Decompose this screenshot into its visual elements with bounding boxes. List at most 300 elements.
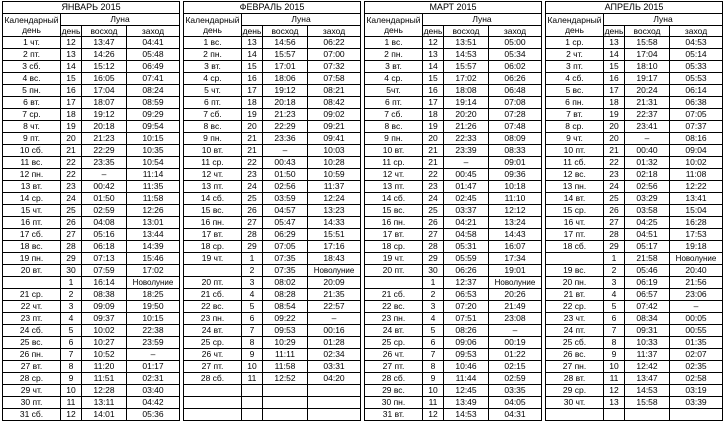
moon-age-cell: 11 [423,397,444,409]
moonrise-cell: 07:42 [625,301,670,313]
moonrise-cell: 07:13 [82,253,127,265]
moonset-cell: 19:50 [127,301,180,313]
moonrise-cell: 22:29 [82,145,127,157]
moonrise-cell: 06:26 [444,265,489,277]
table-row [184,85,361,97]
moonrise-cell: 12:37 [444,277,489,289]
moonrise-cell: 21:26 [444,121,489,133]
moonrise-cell: 11:11 [263,349,308,361]
table-row [3,181,180,193]
moonrise-cell: 05:16 [82,229,127,241]
table-row [3,109,180,121]
moonset-cell: – [489,325,542,337]
table-row [546,217,723,229]
table-row [546,169,723,181]
moon-age-cell: 21 [423,157,444,169]
moon-age-cell: 22 [61,157,82,169]
table-row [365,253,542,265]
date-cell: 5 пн. [3,85,61,97]
moon-age-cell: 12 [423,409,444,421]
moon-age-cell: 20 [242,121,263,133]
date-cell: 27 пт. [365,361,423,373]
moonrise-header: восход [625,25,670,37]
moonrise-cell: 10:27 [82,337,127,349]
moonset-cell: 09:02 [308,109,361,121]
moonrise-cell: 21:58 [625,253,670,265]
month-table [2,1,179,431]
date-cell: 6 пн. [546,97,604,109]
moonset-header: заход [308,25,361,37]
moonrise-cell: 23:36 [263,133,308,145]
date-cell: 10 вт. [184,145,242,157]
moonset-cell: 09:41 [308,133,361,145]
moon-age-cell: 17 [604,85,625,97]
table-row [546,85,723,97]
moon-age-cell: 21 [242,145,263,157]
moonrise-cell: 01:47 [444,181,489,193]
moon-age-cell: 16 [242,73,263,85]
moon-age-cell: 5 [61,325,82,337]
date-cell: 15 вс. [365,205,423,217]
moonrise-cell [263,397,308,409]
moonset-cell: 10:03 [308,145,361,157]
moonrise-cell: – [263,145,308,157]
moon-age-cell: 17 [423,97,444,109]
table-row [546,337,723,349]
moonset-cell: 05:00 [489,37,542,49]
moon-age-cell: 3 [423,301,444,313]
calendar-day-header-line1: Календарный [547,15,602,25]
date-cell: 21 ср. [3,289,61,301]
moonset-cell [308,385,361,397]
moonset-cell [308,397,361,409]
moonset-cell: 03:39 [670,397,723,409]
moonrise-cell: 04:57 [263,205,308,217]
table-row [546,373,723,385]
moonset-cell: 08:33 [489,145,542,157]
moon-age-cell: 1 [242,253,263,265]
date-cell: 25 ср. [184,337,242,349]
moon-age-cell: 14 [423,61,444,73]
moonrise-cell: 15:12 [82,61,127,73]
calendar-table [545,1,723,421]
table-row [365,121,542,133]
moonset-cell: 12:22 [670,181,723,193]
moonset-cell: 15:04 [670,205,723,217]
moon-age-cell: 27 [423,229,444,241]
moon-age-cell: 7 [61,349,82,361]
date-cell: 3 вт. [365,61,423,73]
table-row [365,181,542,193]
moon-age-cell: 4 [604,289,625,301]
table-row [184,325,361,337]
moonset-cell: 12:26 [127,205,180,217]
moon-age-cell: 14 [61,61,82,73]
moon-age-cell: 12 [61,37,82,49]
moonrise-cell: 22:37 [625,109,670,121]
moonset-cell: 13:24 [489,217,542,229]
moon-age-cell: 25 [423,205,444,217]
moonrise-cell: 10:33 [625,337,670,349]
moon-header: Луна [423,14,542,26]
date-cell: 25 вс. [3,337,61,349]
moon-age-cell: 19 [604,109,625,121]
moon-age-cell: 25 [61,205,82,217]
table-row [3,289,180,301]
moonset-cell: 17:16 [308,241,361,253]
date-cell: 21 вт. [546,289,604,301]
moon-age-cell: 6 [423,337,444,349]
moonrise-cell: 23:35 [82,157,127,169]
moon-age-cell: 24 [423,193,444,205]
table-row [3,73,180,85]
table-row [365,157,542,169]
moonrise-cell: 14:01 [82,409,127,421]
table-row [3,361,180,373]
moonrise-cell: 07:35 [263,265,308,277]
table-row [365,193,542,205]
moonset-cell: 04:31 [489,409,542,421]
moonrise-header: восход [82,25,127,37]
moon-age-cell: 14 [242,49,263,61]
moonset-header: заход [489,25,542,37]
moonrise-cell: – [444,157,489,169]
date-cell: 19 чт. [365,253,423,265]
month-table [364,1,541,431]
moon-age-cell: 8 [242,337,263,349]
moonset-cell: 16:07 [489,241,542,253]
moonrise-cell: 13:11 [82,397,127,409]
moonrise-cell: 15:58 [625,37,670,49]
table-row [365,133,542,145]
moon-age-cell: 24 [604,181,625,193]
moon-age-cell: 24 [61,193,82,205]
table-row [546,61,723,73]
table-row [546,193,723,205]
date-cell: 27 вт. [3,361,61,373]
date-cell: 21 сб. [184,289,242,301]
moonset-cell: 10:35 [127,145,180,157]
moonset-cell: 20:26 [489,289,542,301]
date-cell: 2 пн. [365,49,423,61]
table-row [3,229,180,241]
date-cell: 14 сб. [184,193,242,205]
moon-age-cell: 13 [604,37,625,49]
moonrise-cell: 14:53 [625,385,670,397]
moonset-cell: 07:00 [308,49,361,61]
moonrise-cell: 01:50 [263,169,308,181]
table-row [546,397,723,409]
date-cell: 10 вт. [365,145,423,157]
table-row [365,49,542,61]
moon-age-cell: 15 [242,61,263,73]
moonrise-cell: 06:57 [625,289,670,301]
table-row [3,313,180,325]
table-row [365,265,542,277]
moonset-cell: 08:21 [308,85,361,97]
date-cell: 6 вт. [3,97,61,109]
moon-age-cell: 3 [604,277,625,289]
moonset-cell: 17:34 [489,253,542,265]
moon-age-cell: 3 [242,277,263,289]
moon-age-cell: 5 [423,325,444,337]
moon-age-cell: 5 [242,301,263,313]
table-row [365,229,542,241]
table-row [184,385,361,397]
table-row [365,61,542,73]
moon-header: Луна [61,14,180,26]
moonset-cell: 07:05 [670,109,723,121]
moonset-header: заход [670,25,723,37]
moonrise-cell: 10:52 [82,349,127,361]
table-row [365,385,542,397]
moon-age-cell: 29 [604,241,625,253]
moonset-cell: 06:22 [308,37,361,49]
moonset-cell: 22:38 [127,325,180,337]
calendar-day-header-line2: день [565,25,584,35]
date-cell: 28 ср. [3,373,61,385]
moonrise-cell: 20:24 [625,85,670,97]
table-row [184,349,361,361]
table-row [184,37,361,49]
moonset-cell: 10:15 [127,133,180,145]
date-cell: 7 сб. [365,109,423,121]
calendar-day-header-line2: день [384,25,403,35]
moonset-cell: 09:21 [308,121,361,133]
date-cell [3,277,61,289]
moonset-cell: 09:04 [670,145,723,157]
date-cell: 29 ср. [546,385,604,397]
moonset-cell: Новолуние [489,277,542,289]
table-row [546,289,723,301]
moon-age-cell: 20 [604,133,625,145]
moonset-cell: 03:19 [670,385,723,397]
date-cell: 11 вс. [3,157,61,169]
table-row [546,205,723,217]
moon-age-cell [242,385,263,397]
date-cell: 21 сб. [365,289,423,301]
table-row [365,97,542,109]
moon-age-cell: 17 [242,85,263,97]
date-cell: 16 чт. [546,217,604,229]
moonset-cell: 14:43 [489,229,542,241]
moon-age-cell: 13 [423,49,444,61]
date-cell: 6 пт. [365,97,423,109]
date-cell: 2 чт. [546,49,604,61]
table-row [546,253,723,265]
table-row [365,73,542,85]
table-row [3,193,180,205]
calendar-day-header [184,14,242,37]
moonrise-cell: 04:21 [444,217,489,229]
moonrise-cell: 14:53 [444,409,489,421]
table-row [184,229,361,241]
table-row [184,361,361,373]
date-cell: 30 пт. [3,397,61,409]
moonset-cell: 03:31 [308,361,361,373]
moon-age-cell: 29 [423,253,444,265]
moonrise-cell: 04:25 [625,217,670,229]
table-row [184,73,361,85]
date-cell: 23 пт. [3,313,61,325]
moon-age-cell: 10 [61,385,82,397]
moonset-cell: 15:46 [127,253,180,265]
table-row [3,337,180,349]
moon-age-cell: 6 [604,313,625,325]
moonset-cell: 23:06 [670,289,723,301]
calendar-day-header-line1: Календарный [185,15,240,25]
table-row [184,409,361,421]
moonset-cell: 09:54 [127,121,180,133]
table-row [546,313,723,325]
date-cell: 24 вт. [184,325,242,337]
calendar-day-header-line1: Календарный [366,15,421,25]
moonset-cell: 05:53 [670,73,723,85]
moon-age-cell: 4 [61,313,82,325]
moonrise-cell: 18:07 [82,97,127,109]
moonrise-cell: 09:53 [444,349,489,361]
moonrise-cell: 07:51 [444,313,489,325]
date-cell: 22 вс. [184,301,242,313]
date-cell: 19 чт. [184,253,242,265]
date-cell: 16 пн. [365,217,423,229]
moonset-cell: 02:34 [308,349,361,361]
moonset-cell: 14:39 [127,241,180,253]
table-row [365,373,542,385]
moon-age-cell: 27 [242,217,263,229]
calendar-day-header-line2: день [22,25,41,35]
moonset-cell: 06:49 [127,61,180,73]
moon-age-cell: 30 [61,265,82,277]
moon-age-cell: 29 [61,253,82,265]
moonset-cell: 23:08 [489,313,542,325]
table-row [546,133,723,145]
table-row [3,265,180,277]
table-row [365,277,542,289]
moonrise-cell: 15:58 [625,397,670,409]
date-cell: 22 чт. [3,301,61,313]
date-cell: 4 ср. [365,73,423,85]
moon-age-cell: 11 [242,373,263,385]
moonset-cell: 21:56 [670,277,723,289]
moon-age-header: день [604,25,624,36]
moonrise-cell: 21:23 [263,109,308,121]
moonset-header: заход [127,25,180,37]
date-cell: 15 чт. [3,205,61,217]
moon-age-header: день [242,25,262,36]
table-row [365,37,542,49]
moon-age-cell: 26 [604,205,625,217]
moonset-cell: 10:18 [489,181,542,193]
moonset-cell: 17:53 [670,229,723,241]
moon-age-cell: 26 [423,217,444,229]
moonrise-cell: 08:54 [263,301,308,313]
table-row [184,241,361,253]
table-row [546,49,723,61]
date-cell: 24 пт. [546,325,604,337]
table-row [3,241,180,253]
moonset-cell: 10:54 [127,157,180,169]
table-row [3,385,180,397]
moon-age-cell: 5 [604,301,625,313]
date-cell: 8 вс. [184,121,242,133]
moonrise-cell: 08:26 [444,325,489,337]
moon-age-cell: 16 [423,85,444,97]
moonrise-cell: 11:44 [444,373,489,385]
table-row [546,121,723,133]
date-cell: 2 пн. [184,49,242,61]
moon-age-cell: 16 [604,73,625,85]
moonrise-cell: 20:18 [82,121,127,133]
moonrise-cell: 03:37 [444,205,489,217]
date-cell: 14 ср. [3,193,61,205]
date-cell: 1 вс. [184,37,242,49]
moonset-cell: 07:48 [489,121,542,133]
moonset-cell: 09:29 [127,109,180,121]
moonset-cell: 02:59 [489,373,542,385]
date-cell: 13 пт. [184,181,242,193]
moonrise-cell: 03:29 [625,193,670,205]
moon-age-cell: 12 [604,385,625,397]
moonset-cell: 01:22 [489,349,542,361]
moon-age-cell: 13 [61,49,82,61]
moonset-cell: 17:02 [127,265,180,277]
date-cell [184,409,242,421]
moonset-cell: 11:08 [670,169,723,181]
date-cell: 9 пн. [184,133,242,145]
moonrise-cell: 06:18 [82,241,127,253]
table-row [3,145,180,157]
moonrise-cell: 01:32 [625,157,670,169]
table-row [546,349,723,361]
date-cell: 31 сб. [3,409,61,421]
date-cell: 3 вт. [184,61,242,73]
table-row [184,145,361,157]
table-row [3,49,180,61]
date-cell: 20 пт. [184,277,242,289]
moon-age-cell: 14 [604,49,625,61]
moonset-cell: 11:10 [489,193,542,205]
table-row [184,289,361,301]
moonrise-cell: 18:06 [263,73,308,85]
moonrise-cell: 09:53 [263,325,308,337]
table-row [546,73,723,85]
moonset-cell: 01:17 [127,361,180,373]
moonrise-cell: 02:56 [263,181,308,193]
moonset-cell: 00:16 [308,325,361,337]
moonset-cell: 04:41 [127,37,180,49]
moon-age-cell: 30 [423,265,444,277]
table-row [546,157,723,169]
date-cell: 10 сб. [3,145,61,157]
moon-age-cell: 2 [423,289,444,301]
date-cell: 23 пн. [184,313,242,325]
calendar-table [364,1,542,421]
moonset-cell: 11:35 [127,181,180,193]
date-cell: 26 пн. [3,349,61,361]
moonrise-cell: 04:58 [444,229,489,241]
date-cell: 14 вт. [546,193,604,205]
moonrise-cell: 12:28 [82,385,127,397]
date-cell: 24 сб. [3,325,61,337]
moon-age-cell: 21 [604,145,625,157]
moon-age-cell: 23 [242,169,263,181]
table-row [365,241,542,253]
table-row [184,217,361,229]
moonset-cell: 06:14 [670,85,723,97]
moonrise-cell [263,385,308,397]
table-row [184,253,361,265]
